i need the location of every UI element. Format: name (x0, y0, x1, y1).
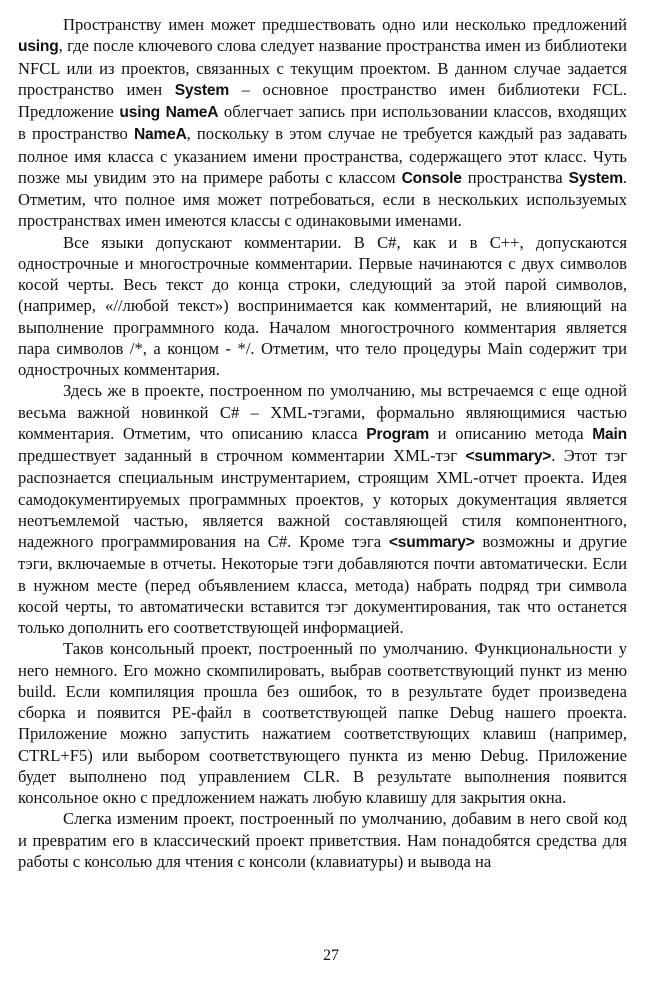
text-span: Все языки допускают комментарии. В C#, как и в C++, допускаются однострочные и многострочные комментарии. Первые начинаются с двух символов косой черты. Весь текст до конца строки, следующий за этой парой символов, (например, «//любой текст») воспринимается как комментарий, не влияющий на выполнение программного кода. Началом многострочного комментария является пара символов /*, а концом - */. Отметим, что тело процедуры Main содержит три однострочных комментария. (18, 232, 627, 379)
keyword-span: System (174, 81, 229, 99)
keyword-span: System (568, 169, 623, 187)
text-span: предшествует заданный в строчном комментарии XML-тэг (18, 446, 466, 465)
keyword-span: Program (366, 425, 430, 443)
keyword-span: NameA (133, 126, 187, 144)
text-span: Таков консольный проект, построенный по умолчанию. Функциональности у него немного. Его можно скомпилировать, выбрав соответствующий пункт из меню build. Если компиляция прошла без ошибок, то в результате будет произведена сборка и появится PE-файл в соответствующей папке Debug нашего проекта. Приложение можно запустить нажатием соответствующих клавиш (например, CTRL+F5) или выбором соответствующего пункта из меню Debug. Приложение будет выполнено под управлением CLR. В результате выполнения появится консольное окно с предложением нажать любую клавишу для закрытия окна. (18, 639, 627, 807)
text-span: Слегка изменим проект, построенный по умолчанию, добавим в него свой код и превратим его в классический проект приветствия. Нам понадобятся средства для работы с консолью для чтения с консоли (клавиатуры) и вывода на (18, 809, 627, 871)
text-span: . Отметим, что полное имя может потребоваться, если в нескольких используемых пространствах имен имеются классы с одинаковыми именами. (18, 167, 628, 231)
text-span: , поскольку в этом случае не требуется каждый раз задавать полное имя класса с указанием имени пространства, содержащего этот класс. Чуть позже мы увидим это на примере работы с классом (18, 124, 627, 187)
keyword-span: using (18, 38, 59, 56)
text-span: . Этот тэг распознается специальным инструментарием, строящим XML-отчет проекта. Идея самодокументируемых программных проектов, у которых документация является неотъемлемой частью, является важной составляющей стиля компонентного, надежного программирования на C#. Кроме тэга (18, 446, 628, 551)
paragraph (18, 638, 627, 808)
page-body (18, 14, 627, 872)
text-span: Пространству имен может предшествовать одно или несколько предложений (63, 15, 627, 34)
keyword-span: <summary> (465, 448, 552, 465)
keyword-span: <summary> (388, 534, 475, 551)
keyword-span: Console (401, 169, 462, 187)
paragraph (18, 232, 627, 381)
text-span: , где после ключевого слова следует название пространства имен из библиотеки NFCL или из проектов, связанных с текущим проектом. В данном случае задается пространство имен (18, 36, 627, 99)
keyword-span: using NameA (119, 104, 219, 121)
text-span: пространства (461, 167, 569, 187)
text-span: облегчает запись при использовании классов, входящих в пространство (18, 102, 627, 144)
text-span: возможны и другие тэги, включаемые в отчеты. Некоторые тэги добавляются почти автоматически. Если в нужном месте (перед объявлением класса, метода) набрать подряд три символа косой черты, то автоматически вставится тэг документирования, так что останется только дополнить его соответствующей информацией. (18, 532, 627, 637)
paragraph (18, 808, 627, 872)
text-span: и описанию метода (429, 423, 593, 443)
keyword-span: Main (592, 425, 627, 443)
paragraph (18, 14, 627, 232)
page-number: 27 (323, 947, 339, 964)
text-span: Здесь же в проекте, построенном по умолчанию, мы встречаемся с еще одной весьма важной новинкой C# – XML-тэгами, формально являющимися частью комментария. Отметим, что описанию класса (18, 381, 627, 443)
text-span: – основное пространство имен библиотеки FCL. Предложение (18, 79, 627, 121)
paragraph (18, 380, 627, 638)
